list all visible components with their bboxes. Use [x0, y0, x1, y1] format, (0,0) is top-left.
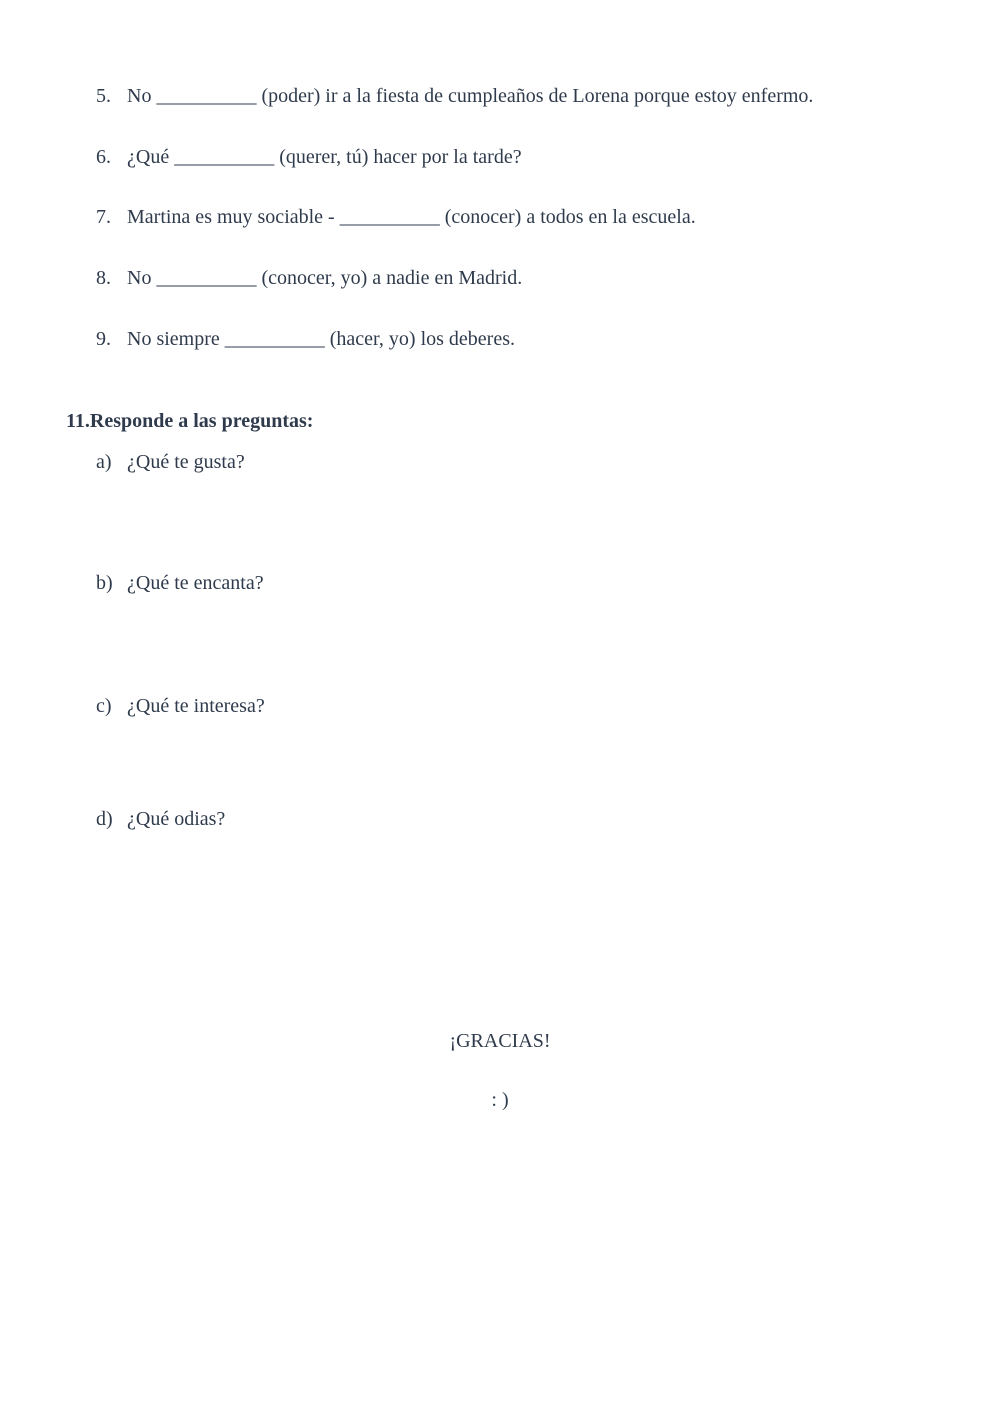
smiley-text: : ) [491, 1089, 509, 1111]
question-text: ¿Qué te interesa? [127, 695, 265, 717]
section-heading: 11.Responde a las preguntas: [66, 410, 314, 432]
question-letter: d) [96, 808, 113, 830]
item-text: Martina es muy sociable - __________ (conocer) a todos en la escuela. [127, 206, 696, 228]
item-number: 5. [96, 85, 111, 107]
item-number: 9. [96, 328, 111, 350]
item-text: ¿Qué __________ (querer, tú) hacer por la tarde? [127, 146, 522, 168]
question-letter: c) [96, 695, 112, 717]
question-letter: b) [96, 572, 113, 594]
item-text: No __________ (poder) ir a la fiesta de cumpleaños de Lorena porque estoy enfermo. [127, 85, 814, 107]
question-text: ¿Qué te encanta? [127, 572, 264, 594]
thanks-text: ¡GRACIAS! [449, 1030, 551, 1052]
item-number: 8. [96, 267, 111, 289]
question-letter: a) [96, 451, 112, 473]
item-number: 6. [96, 146, 111, 168]
item-text: No siempre __________ (hacer, yo) los deberes. [127, 328, 515, 350]
item-number: 7. [96, 206, 111, 228]
item-text: No __________ (conocer, yo) a nadie en Madrid. [127, 267, 523, 289]
question-text: ¿Qué te gusta? [127, 451, 245, 473]
question-text: ¿Qué odias? [127, 808, 226, 830]
